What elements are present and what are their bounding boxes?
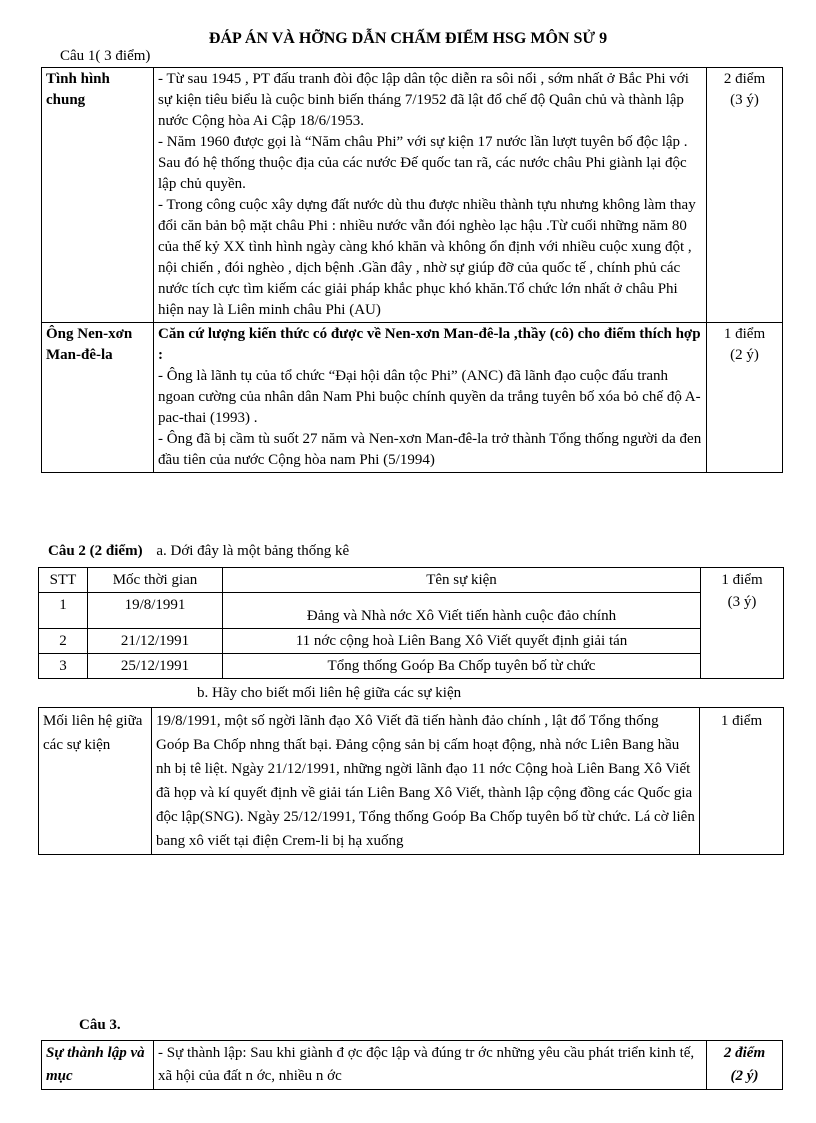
- answer-cell: - Sự thành lập: Sau khi giành đ ợc độc lập và đúng tr ớc những yêu cầu phát triển kinh tế, xã hội của đất n ớc, nhiều n ớc: [154, 1041, 707, 1090]
- answer-paragraph: - Ông là lãnh tụ của tổ chức “Đại hội dân tộc Phi” (ANC) đã lãnh đạo cuộc đấu tranh ngoan cường của nhân dân Nam Phi buộc chính quyền da trắng tuyên bố xóa bỏ chế độ A-pac-thai (1993) .: [158, 368, 701, 426]
- event-cell: Đảng và Nhà nớc Xô Viết tiến hành cuộc đảo chính: [223, 593, 701, 629]
- date-cell: 19/8/1991: [88, 593, 223, 629]
- answer-paragraph: - Trong công cuộc xây dựng đất nước dù thu được nhiều thành tựu nhưng không làm thay đổi căn bản bộ mặt châu Phi : nhiều nước vẫn đói nghèo lạc hậu .Từ cuối những năm 80 của thế kỷ XX tình hình ngày càng khó khăn và không ổn định với nhiều cuộc xung đột , nội chiến , đói nghèo , dịch bệnh .Gần đây , nhờ sự giúp đỡ của quốc tế , chính phủ các nước tích cực tìm kiếm các giải pháp khắc phục khó khăn.Tổ chức lớn nhất ở châu Phi hiện nay là Liên minh châu Phi (AU): [158, 197, 696, 318]
- table-row: [39, 593, 784, 629]
- stt-cell: 3: [39, 654, 88, 679]
- question-3-heading: Câu 3.: [79, 1017, 121, 1033]
- table-row: [42, 1041, 783, 1090]
- column-header-date: Mốc thời gian: [88, 568, 223, 593]
- column-header-stt: STT: [39, 568, 88, 593]
- question-3-table: [41, 1040, 783, 1090]
- column-header-event: Tên sự kiện: [223, 568, 701, 593]
- answer-intro: Căn cứ lượng kiến thức có được về Nen-xơn Man-đê-la ,thầy (cô) cho điểm thích hợp :: [158, 326, 701, 363]
- answer-paragraph: - Ông đã bị cầm tù suốt 27 năm và Nen-xơn Man-đê-la trở thành Tổng thống người da đen đầu tiên của nước Cộng hòa nam Phi (5/1994): [158, 431, 702, 468]
- part-b-label: b. Hãy cho biết mối liên hệ giữa các sự kiện: [197, 685, 462, 701]
- row-label: Tình hình chung: [42, 68, 154, 323]
- event-cell: 11 nớc cộng hoà Liên Bang Xô Viết quyết định giải tán: [223, 629, 701, 654]
- table-row: [42, 323, 783, 473]
- score-cell: 1 điểm (3 ý): [701, 568, 784, 679]
- answer-paragraph: - Năm 1960 được gọi là “Năm châu Phi” với sự kiện 17 nước lần lượt tuyên bố độc lập . Sau đó hệ thống thuộc địa của các nước Đế quốc tan rã, các nước châu Phi giành lại độc lập chủ quyền.: [158, 134, 688, 192]
- event-cell: Tổng thống Goóp Ba Chốp tuyên bố từ chức: [223, 654, 701, 679]
- table-row: [39, 654, 784, 679]
- answer-cell: [154, 68, 707, 323]
- table-row: [39, 708, 784, 855]
- question-1-table: [41, 67, 783, 473]
- statistics-table: [38, 567, 784, 679]
- question-1-heading: Câu 1( 3 điểm): [60, 48, 151, 64]
- row-label: Sự thành lập và mục: [42, 1041, 154, 1090]
- score-cell: 1 điểm (2 ý): [707, 323, 783, 473]
- score-cell: 2 điểm (2 ý): [707, 1041, 783, 1090]
- row-label: Ông Nen-xơn Man-đê-la: [42, 323, 154, 473]
- stt-cell: 2: [39, 629, 88, 654]
- question-2-line: [48, 543, 349, 560]
- date-cell: 21/12/1991: [88, 629, 223, 654]
- relation-table: [38, 707, 784, 855]
- table-header-row: [39, 568, 784, 593]
- question-2-heading: Câu 2 (2 điểm): [48, 543, 143, 559]
- row-label: Mối liên hệ giữa các sự kiện: [39, 708, 152, 855]
- answer-cell: [154, 323, 707, 473]
- answer-paragraph: - Từ sau 1945 , PT đấu tranh đòi độc lập dân tộc diễn ra sôi nổi , sớm nhất ở Bắc Phi với sự kiện tiêu biểu là cuộc binh biến tháng 7/1952 đã lật đổ chế độ Quân chủ và thành lập nước Cộng hòa Ai Cập 18/6/1953.: [158, 71, 689, 129]
- date-cell: 25/12/1991: [88, 654, 223, 679]
- table-row: [39, 629, 784, 654]
- answer-cell: 19/8/1991, một số ngời lãnh đạo Xô Viết đã tiến hành đảo chính , lật đổ Tổng thống Goóp Ba Chốp nhng thất bại. Đảng cộng sản bị cấm hoạt động, nhà nớc Liên Bang hầu nh bị tê liệt. Ngày 21/12/1991, những ngời lãnh đạo 11 nớc Cộng hoà Liên Bang Xô Viết đã họp và kí quyết định về giải tán Liên Bang Xô Viết, thành lập cộng đồng các Quốc gia độc lập(SNG). Ngày 25/12/1991, Tổng thống Goóp Ba Chốp tuyên bố từ chức. Lá cờ liên bang xô viết tại điện Crem-li bị hạ xuống: [152, 708, 700, 855]
- score-cell: 1 điểm: [700, 708, 784, 855]
- part-a-label: a. Dới đây là một bảng thống kê: [156, 543, 350, 559]
- table-row: [42, 68, 783, 323]
- score-cell: 2 điểm (3 ý): [707, 68, 783, 323]
- stt-cell: 1: [39, 593, 88, 629]
- page-title: ĐÁP ÁN VÀ HỠNG DẪN CHẤM ĐIỂM HSG MÔN SỬ 9: [208, 30, 608, 47]
